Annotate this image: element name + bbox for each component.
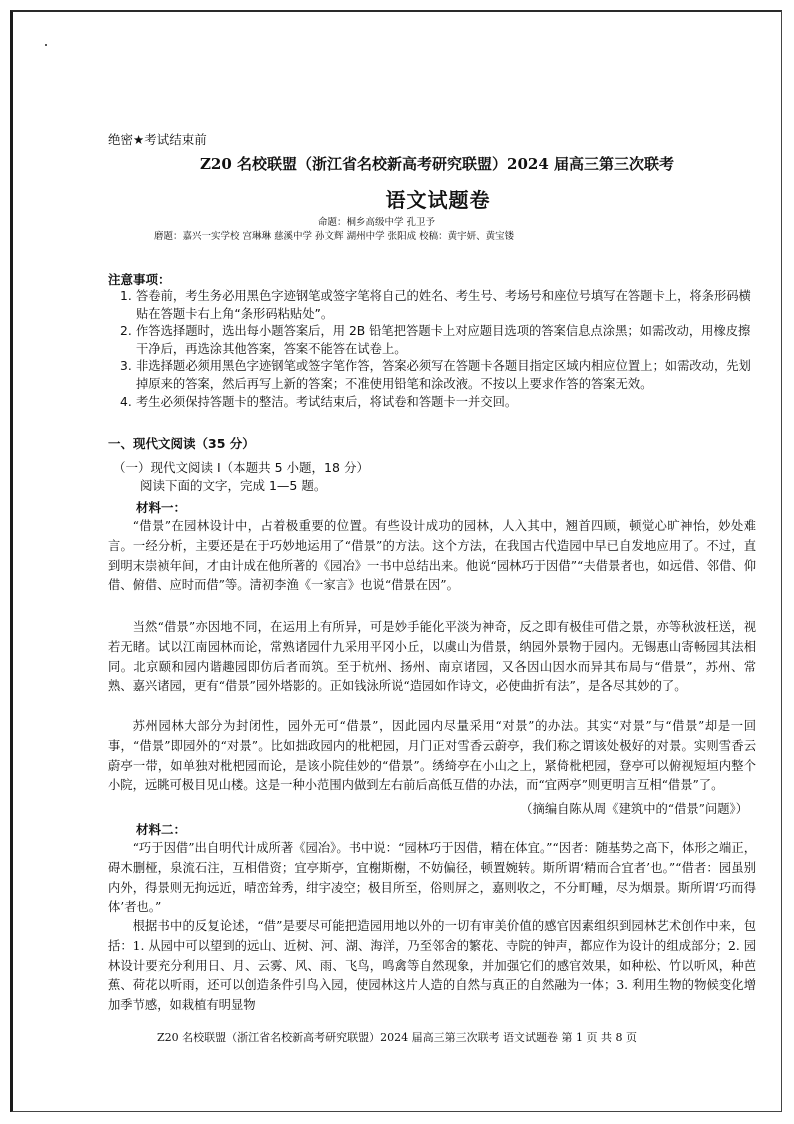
material-1-paragraph-1: “借景”在园林设计中，占着极重要的位置。有些设计成功的园林，人入其中，翘首四顾，顿觉心旷神怡，妙处难言。一经分析，主要还是在于巧妙地运用了“借景”的方法。这个方法，在我国古代造园中早已自发地应用了。不过，直到明末崇祯年间，才由计成在他所著的《园冶》一书中总结出来。他说“园林巧于因借”“夫借景者也，如远借、邻借、仰借、俯借、应时而借”等。清初李渔《一家言》也说“借景在因”。: [108, 519, 756, 593]
notes-heading: 注意事项：: [108, 272, 171, 287]
note-item: [120, 323, 754, 358]
note-text: 考生必须保持答题卡的整洁。考试结束后，将试卷和答题卡一并交回。: [136, 394, 518, 409]
material-2-paragraph-1: “巧于因借”出自明代计成所著《园冶》。书中说：“园林巧于因借，精在体宜。”“因者：随基势之高下，体形之端正，碍木删桠，泉流石注，互相借资；宜亭斯亭，宜榭斯榭，不妨偏径，顿置婉转。斯所谓‘精而合宜者’也。”“借者：园虽别内外，得景则无拘远近，晴峦耸秀，绀宇凌空；极目所至，俗则屏之，嘉则收之，不分町畽，尽为烟景。斯所谓‘巧而得体’者也。”: [108, 841, 756, 915]
subsection-title: （一）现代文阅读 I（本题共 5 小题，18 分）: [113, 460, 369, 475]
note-number: 4.: [120, 394, 132, 409]
material-1-source: （摘编自陈从周《建筑中的“借景”问题》）: [520, 802, 748, 816]
note-text: 答卷前，考生务必用黑色字迹钢笔或签字笔将自己的姓名、考生号、考场号和座位号填写在答题卡上，将条形码横贴在答题卡右上角“条形码粘贴处”。: [136, 289, 751, 321]
material-1-paragraph-2: 当然“借景”亦因地不同，在运用上有所异，可是妙手能化平淡为神奇，反之即有极佳可借之景，亦等秋波枉送，视若无睹。试以江南园林而论，常熟诸园什九采用平冈小丘，以虞山为借景，纳园外景物于园内。无锡惠山寄畅园其法相同。北京颐和园内谐趣园即仿后者而筑。至于杭州、扬州、南京诸园，又各因山因水而异其布局与“借景”，苏州、常熟、嘉兴诸园，更有“借景”园外塔影的。正如钱泳所说“造园如作诗文，必使曲折有法”，是各尽其妙的了。: [108, 620, 756, 694]
material-2-label: 材料二：: [136, 822, 187, 837]
note-text: 非选择题必须用黑色字迹钢笔或签字笔作答，答案必须写在答题卡各题目指定区域内相应位置上；如需改动，先划掉原来的答案，然后再写上新的答案；不准使用铅笔和涂改液。不按以上要求作答的答案无效。: [136, 359, 751, 391]
subject-title: 语文试题卷: [385, 188, 491, 212]
material-2-paragraph-2: 根据书中的反复论述，“借”是要尽可能把造园用地以外的一切有审美价值的感官因素组织到园林艺术创作中来，包括：1. 从园中可以望到的远山、近树、河、湖、海洋，乃至邻舍的繁花、寺院的钟声，都应作为设计的组成部分；2. 园林设计要充分利用日、月、云雾、风、雨、飞鸟，鸣禽等自然现象，并加强它们的感官效果，如种松、竹以听风，种芭蕉、荷花以听雨，还可以创造条件引鸟入园，使园林这片人造的自然与真正的自然融为一体；3. 利用生物的物候变化增加季节感，如栽植有明显物: [108, 919, 756, 1013]
exam-title: Z20 名校联盟（浙江省名校新高考研究联盟）2024 届高三第三次联考: [199, 155, 675, 173]
note-item: [120, 394, 754, 412]
note-number: 3.: [120, 359, 132, 374]
author-credit: 命题：桐乡高级中学 孔卫予: [318, 217, 436, 228]
page-header: [108, 132, 756, 244]
scan-speck: [45, 44, 47, 46]
secret-label: 绝密★考试结束前: [108, 132, 207, 147]
material-1-label: 材料一：: [136, 500, 187, 515]
note-item: [120, 288, 754, 323]
material-1-paragraph-3: 苏州园林大部分为封闭性，园外无可“借景”，因此园内尽量采用“对景”的办法。其实“对景”与“借景”却是一回事，“借景”即园外的“对景”。比如拙政园内的枇杷园，月门正对雪香云蔚亭，我们称之谓该处极好的对景。实则雪香云蔚亭一带，如单独对枇杷园而论，是该小院佳妙的“借景”。绣绮亭在小山之上，紧倚枇杷园，登亭可以俯视短垣内整个小院，远眺可极目见山楼。这是一种小范围内做到左右前后高低互借的办法，而“宜两亭”则更明言互相“借景”了。: [108, 719, 756, 793]
notes-list: [120, 288, 754, 411]
note-number: 2.: [120, 324, 132, 339]
page-footer: Z20 名校联盟（浙江省名校新高考研究联盟）2024 届高三第三次联考 语文试题卷 第 1 页 共 8 页: [156, 1031, 638, 1044]
section-title: 一、现代文阅读（35 分）: [108, 436, 255, 451]
note-item: [120, 358, 754, 393]
note-number: 1.: [120, 289, 132, 303]
reviewer-credit: 磨题：嘉兴一实学校 宫琳琳 慈溪中学 孙文辉 湖州中学 张阳成 校稿：黄宇妍、黄宝镂: [154, 231, 515, 242]
reading-instruction: 阅读下面的文字，完成 1—5 题。: [140, 478, 327, 493]
note-text: 作答选择题时，选出每小题答案后，用 2B 铅笔把答题卡上对应题目选项的答案信息点涂黑；如需改动，用橡皮擦干净后，再选涂其他答案，答案不能答在试卷上。: [136, 324, 751, 356]
